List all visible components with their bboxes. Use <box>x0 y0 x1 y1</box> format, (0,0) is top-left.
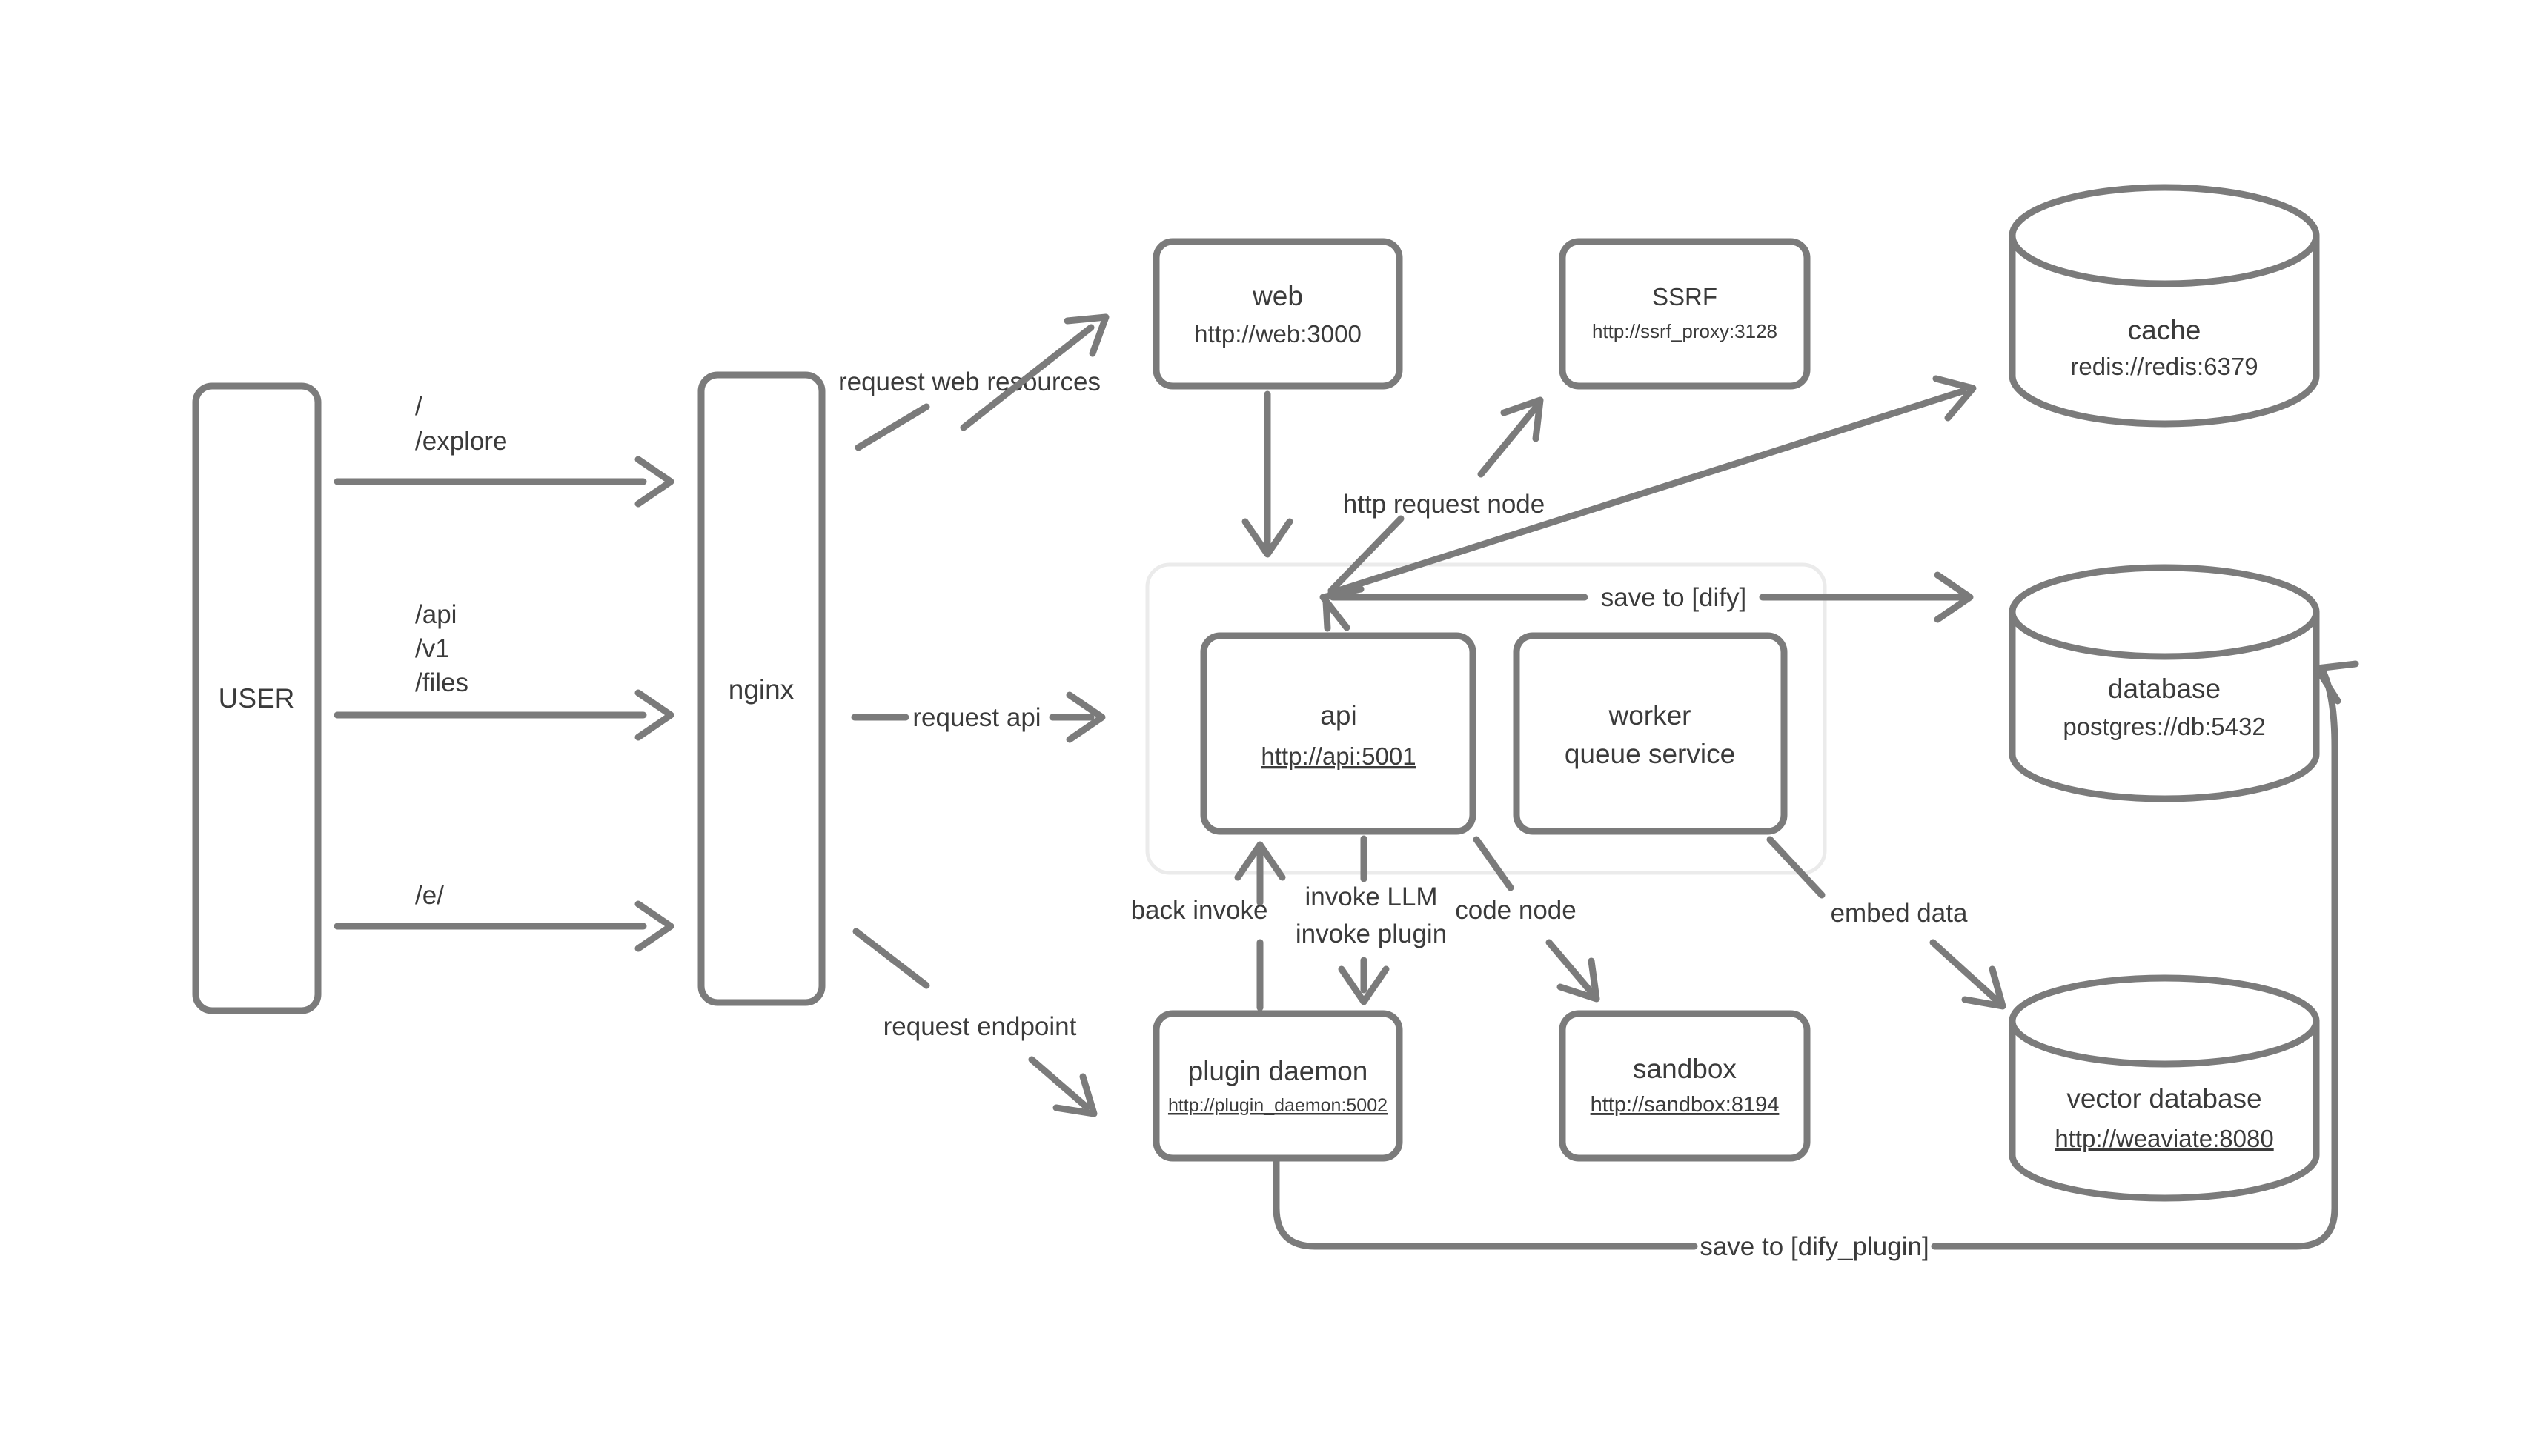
arrow-line <box>1481 408 1536 474</box>
edge-segment <box>1276 1158 1694 1246</box>
api-node <box>1204 636 1473 831</box>
edge-label: invoke plugin <box>1295 920 1448 948</box>
edge-dash <box>1770 840 1822 895</box>
sandbox-node-shape <box>1562 1014 1807 1158</box>
web-node <box>1156 242 1399 386</box>
arrowhead-upleft-icon <box>2317 664 2355 701</box>
edge-invoke-plugin <box>1296 839 1447 1002</box>
edge-user-nginx-endpoint <box>337 881 671 948</box>
edge-request-web-resources <box>838 317 1106 448</box>
edge-stub <box>1326 602 1327 628</box>
nginx-node <box>701 375 822 1003</box>
edge-back-invoke <box>1131 845 1282 1008</box>
vector-database-url: http://weaviate:8080 <box>2055 1125 2274 1152</box>
vector-database-cylinder-top <box>2012 978 2316 1064</box>
user-node-label: USER <box>218 683 295 714</box>
edge-api-cache <box>1331 379 1973 593</box>
edge-user-nginx-web <box>337 392 671 504</box>
api-node-url: http://api:5001 <box>1261 742 1416 770</box>
cache-cylinder-top <box>2012 187 2316 284</box>
edge-embed-data <box>1770 840 2003 1006</box>
edge-path-label: / <box>415 392 422 421</box>
edge-request-endpoint <box>856 931 1094 1114</box>
edge-label: request endpoint <box>883 1012 1077 1041</box>
cache-url: redis://redis:6379 <box>2070 353 2258 380</box>
edge-label: save to [dify_plugin] <box>1700 1232 1929 1261</box>
edge-dash <box>856 931 926 985</box>
ssrf-node <box>1562 242 1807 386</box>
edge-web-api <box>1245 394 1290 554</box>
edge-label: save to [dify] <box>1600 583 1747 612</box>
database-cylinder <box>2012 568 2316 799</box>
edge-request-api <box>855 695 1102 739</box>
plugin-daemon-node-label: plugin daemon <box>1187 1056 1368 1086</box>
edge-path-label: /explore <box>415 427 508 456</box>
worker-node-sublabel: queue service <box>1564 739 1736 769</box>
worker-node-label: worker <box>1608 700 1691 731</box>
plugin-daemon-node <box>1156 1014 1399 1158</box>
edge-path-label: /files <box>415 668 468 697</box>
worker-node <box>1516 636 1784 831</box>
nginx-node-label: nginx <box>728 674 795 705</box>
user-node <box>196 386 318 1011</box>
edge-dash <box>858 407 926 448</box>
edge-path-label: /v1 <box>415 634 450 663</box>
ssrf-node-url: http://ssrf_proxy:3128 <box>1591 320 1778 342</box>
database-label: database <box>2107 674 2221 704</box>
edge-save-to-dify <box>1323 575 1970 628</box>
vector-database-label: vector database <box>2066 1083 2262 1114</box>
edge-code-node <box>1455 840 1597 999</box>
api-node-shape <box>1204 636 1473 831</box>
edge-dash <box>1476 840 1511 888</box>
arrow-line <box>1549 943 1591 991</box>
edge-label: invoke LLM <box>1304 882 1438 911</box>
edge-label: request api <box>912 703 1041 732</box>
web-node-shape <box>1156 242 1399 386</box>
database-cylinder-top <box>2012 568 2316 656</box>
ssrf-node-shape <box>1562 242 1807 386</box>
arrowhead-upright-icon <box>1067 317 1106 353</box>
web-node-url: http://web:3000 <box>1194 320 1362 348</box>
edge-label: http request node <box>1342 490 1545 519</box>
api-node-label: api <box>1320 700 1357 731</box>
edge-label: request web resources <box>838 368 1101 396</box>
plugin-daemon-node-url: http://plugin_daemon:5002 <box>1167 1095 1388 1116</box>
edge-label: embed data <box>1830 899 1968 928</box>
worker-node-shape <box>1516 636 1784 831</box>
edge-label: back invoke <box>1130 896 1268 925</box>
edge-path-label: /api <box>415 600 457 629</box>
database-url: postgres://db:5432 <box>2063 713 2266 740</box>
arrow-line <box>1933 943 1997 1000</box>
sandbox-node-label: sandbox <box>1633 1054 1737 1084</box>
sandbox-node <box>1562 1014 1807 1158</box>
arrow-line <box>1032 1060 1087 1107</box>
cache-label: cache <box>2127 315 2201 345</box>
ssrf-node-label: SSRF <box>1651 283 1718 310</box>
sandbox-node-url: http://sandbox:8194 <box>1590 1093 1780 1117</box>
edge-path-label: /e/ <box>415 881 444 910</box>
cache-cylinder <box>2012 187 2316 424</box>
edge-user-nginx-api <box>337 600 671 737</box>
edge-label: code node <box>1455 896 1577 925</box>
vector-database-cylinder <box>2012 978 2316 1198</box>
web-node-label: web <box>1253 281 1303 311</box>
